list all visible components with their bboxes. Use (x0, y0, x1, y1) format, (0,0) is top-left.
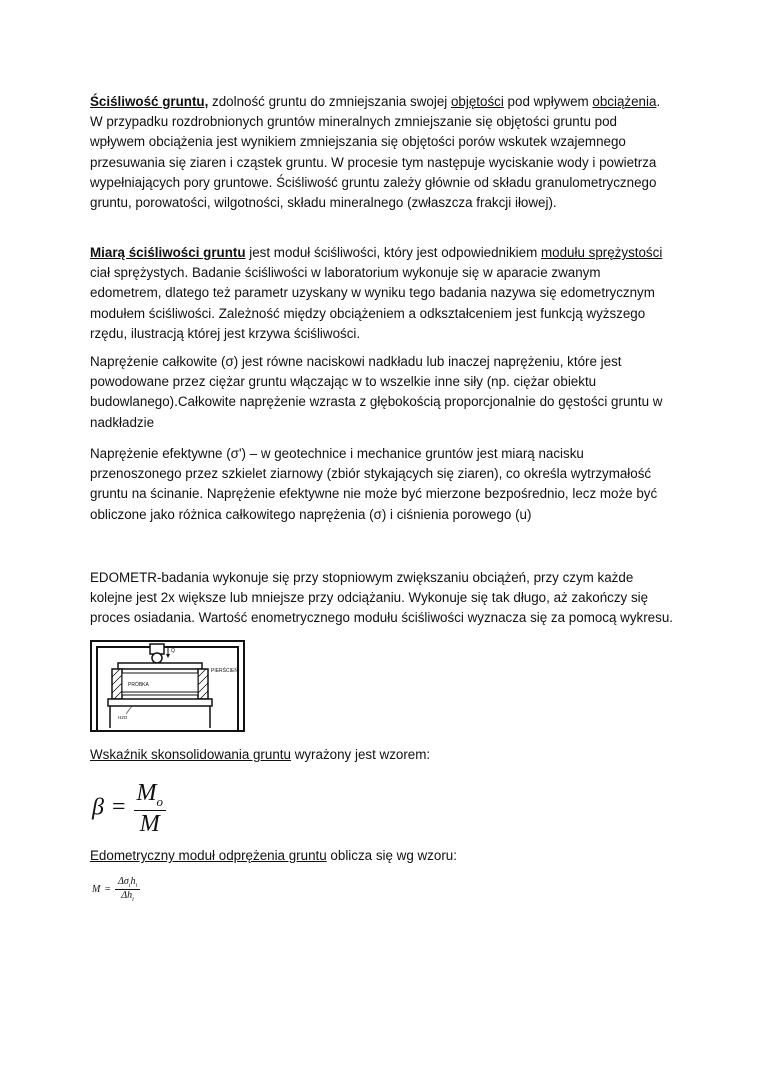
formula2-equals: = (104, 883, 111, 895)
base-plate (108, 699, 212, 706)
text: wyrażony jest wzorem: (290, 747, 431, 762)
formula-denominator: M (139, 810, 160, 837)
oedometer-diagram (90, 640, 245, 732)
paragraph-compressibility-measure (90, 243, 675, 344)
label-sample: PRÓBKA (128, 682, 149, 688)
formula2-fraction (115, 876, 140, 903)
text: oblicza się wg wzoru: (326, 848, 457, 863)
num-h: h (130, 876, 136, 887)
formula-lhs: β (92, 794, 104, 821)
term-consolidation-index: Wskaźnik skonsolidowania gruntu (90, 747, 291, 762)
formula-consolidation-index (92, 780, 166, 838)
text: ciał sprężystych. Badanie ściśliwości w laboratorium wykonuje się w aparacie zwanym edometrem, dlatego też parametr uzyskany w wyniku tego badania nazywa się edometrycznym modułem ściśliwości. Zależność między obciążeniem a odkształceniem jest funkcją wyższego rzędu, ilustracją której jest krzywa ściśliwości. (90, 265, 655, 341)
num-sigma: Δσ (117, 876, 129, 887)
label-q: Q (171, 648, 175, 654)
label-base: H2O (118, 715, 128, 720)
formula2-denominator (118, 890, 137, 903)
den-h: Δh (121, 890, 133, 901)
num-subscript: o (156, 793, 163, 809)
term-compressibility: Ściśliwość gruntu, (90, 94, 209, 109)
num-h-sub: i (135, 883, 138, 889)
text: pod wpływem (503, 94, 593, 109)
paragraph-oedometer: EDOMETR-badania wykonuje się przy stopniowym zwiększaniu obciążeń, przy czym każde kolejne jest 2x większe lub mniejsze przy odciążaniu. Wykonuje się tak długo, aż zakończy się proces osiadania. Wartość enometrycznego modułu ściśliwości wyznacza się za pomocą wykresu. (90, 570, 673, 626)
text: . W przypadku rozdrobnionych gruntów mineralnych zmniejszanie się objętości gruntu pod wpływem obciążenia jest wynikiem zmniejszania się objętości porów wskutek wzajemnego przesuwania się ziaren i cząstek gruntu. W procesie tym następuje wyciskanie wody i powietrza wypełniających pory gruntowe. Ściśliwość gruntu zależy głównie od składu granulometrycznego gruntu, porowatości, wilgotności, składu mineralnego (zwłaszcza frakcji iłowej). (90, 94, 661, 211)
label-ring: PIERŚCIEŃ (211, 668, 238, 674)
term-compressibility-measure: Miarą ściśliwości gruntu (90, 245, 246, 260)
link-load[interactable]: obciążenia (592, 94, 657, 109)
load-ball (152, 653, 162, 663)
paragraph-unloading-modulus (90, 846, 675, 866)
link-volume[interactable]: objętości (450, 94, 504, 109)
cap-plate (118, 663, 202, 669)
text: jest moduł ściśliwości, który jest odpowiednikiem (245, 245, 541, 260)
num-symbol: M (136, 780, 157, 806)
paragraph-effective-stress: Naprężenie efektywne (σ') – w geotechnice i mechanice gruntów jest miarą nacisku przenoszonego przez szkielet ziarnowy (zbiór stykających się ziaren), co określa wytrzymałość gruntu na ścinanie. Naprężenie efektywne nie może być mierzone bezpośrednio, lecz może być obliczone jako różnica całkowitego naprężenia (σ) i ciśnienia porowego (u) (90, 446, 658, 522)
paragraph-consolidation-index (90, 745, 675, 765)
formula2-lhs: M (92, 883, 101, 895)
den-h-sub: i (132, 897, 134, 903)
formula2-numerator (115, 876, 140, 890)
paragraph-compressibility (90, 92, 675, 213)
paragraph-total-stress: Naprężenie całkowite (σ) jest równe naciskowi nadkładu lub inaczej naprężeniu, które jest powodowane przez ciężar gruntu włączając w to wszelkie inne siły (np. ciężar obiektu budowlanego).Całkowite naprężenie wzrasta z głębokością proporcjonalnie do gęstości gruntu w nadkładzie (90, 354, 663, 430)
formula-unloading-modulus (92, 876, 140, 903)
formula-fraction (134, 780, 167, 838)
text: zdolność gruntu do zmniejszania swojej (208, 94, 451, 109)
formula-equals: = (111, 794, 126, 821)
num-sigma-sub: i (128, 883, 131, 889)
formula-numerator (134, 780, 167, 811)
term-unloading-modulus: Edometryczny moduł odprężenia gruntu (90, 848, 327, 863)
link-elastic-modulus[interactable]: modułu sprężystości (540, 245, 663, 260)
